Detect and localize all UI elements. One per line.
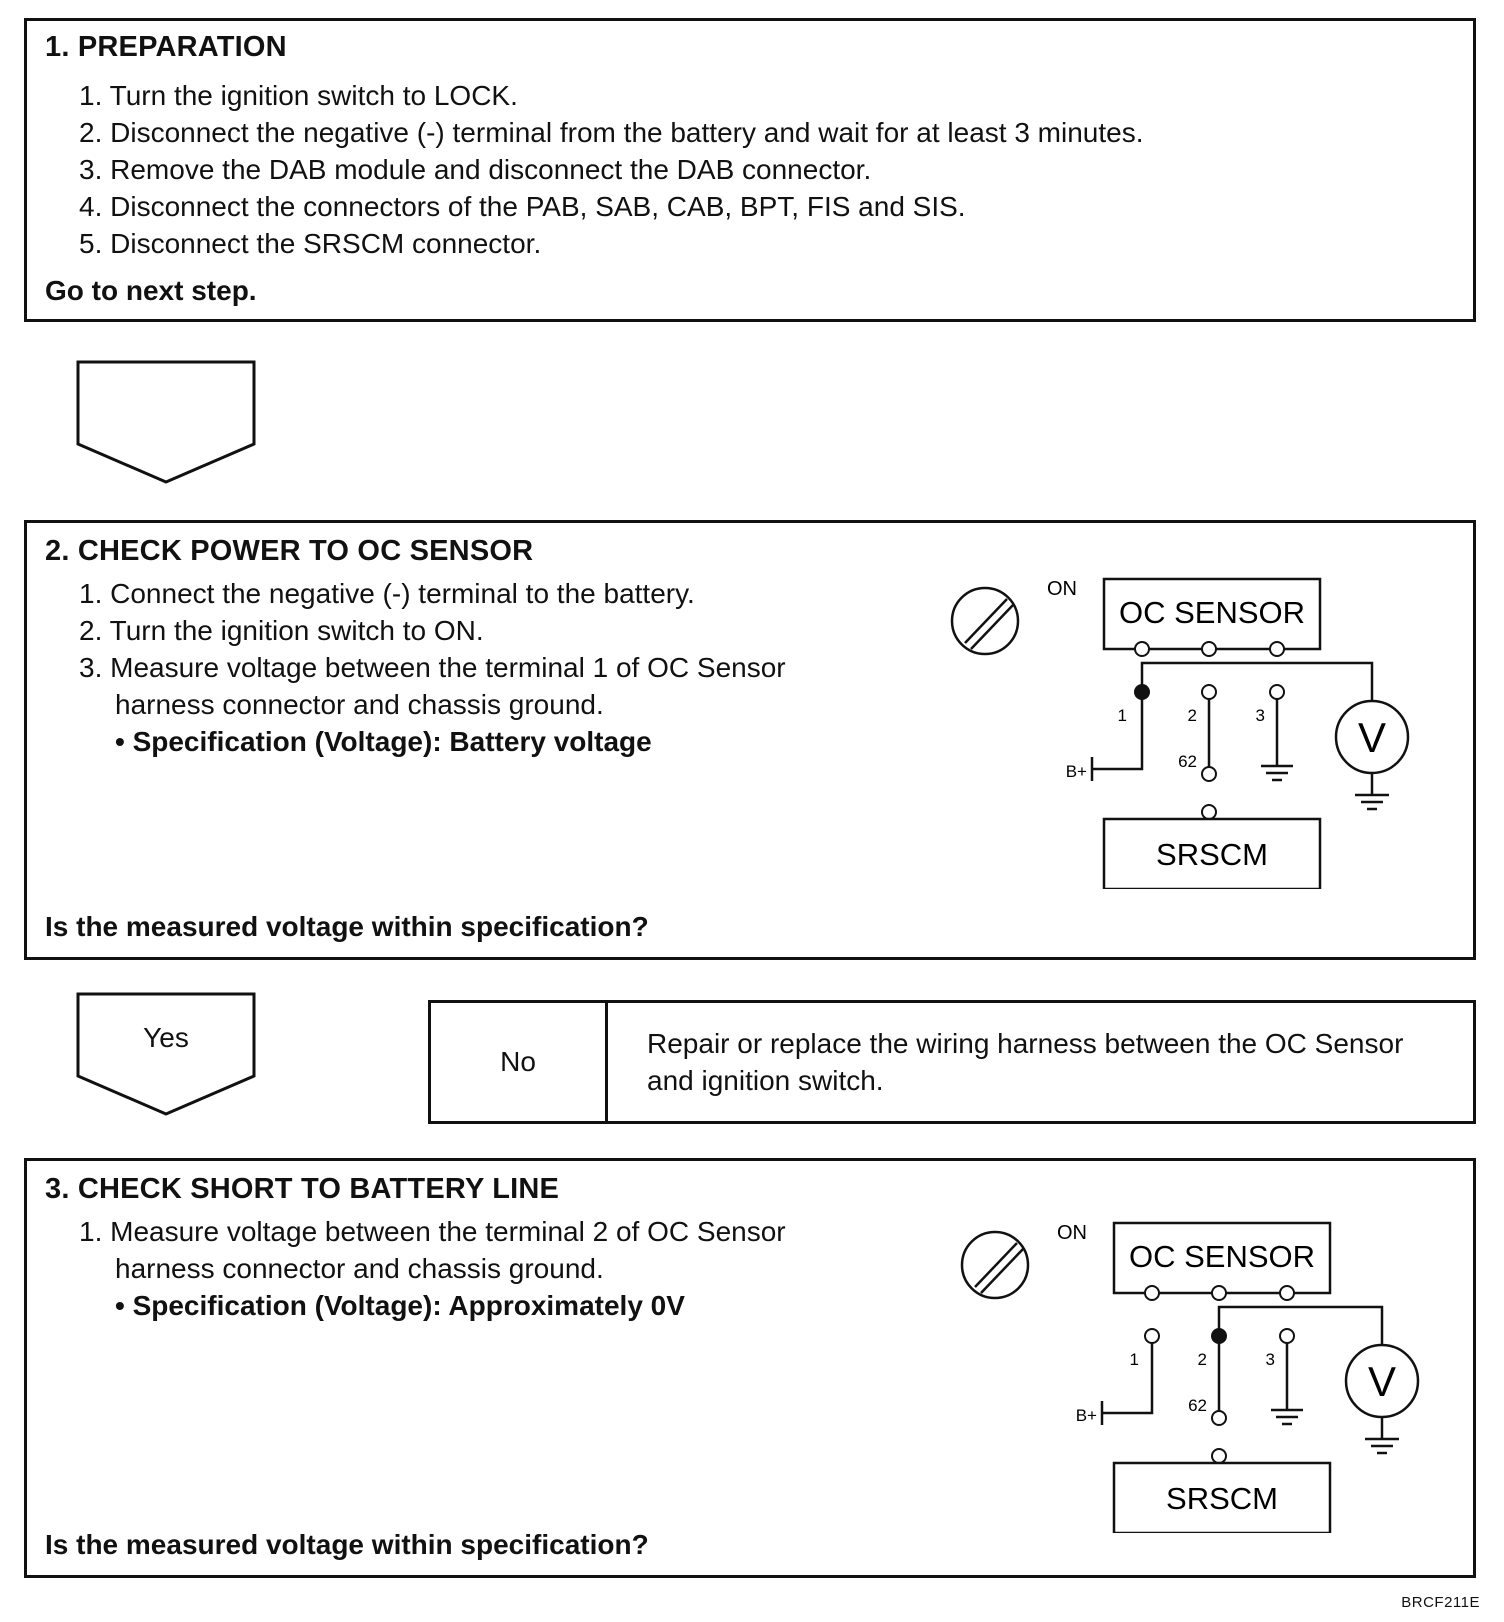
ground-icon (1271, 1410, 1303, 1424)
srscm-label: SRSCM (1166, 1481, 1278, 1516)
document-code: BRCF211E (1401, 1594, 1480, 1611)
step-2-item: 1. Connect the negative (-) terminal to the battery. (79, 578, 695, 609)
pin-3-label: 3 (1265, 1350, 1275, 1369)
step-1-list (79, 77, 1144, 262)
oc-sensor-label: OC SENSOR (1118, 595, 1306, 630)
step-2-footer: Is the measured voltage within specification? (45, 911, 649, 942)
step-2-list (79, 575, 786, 760)
step-1-item: 4. Disconnect the connectors of the PAB, SAB, CAB, BPT, FIS and SIS. (79, 191, 966, 222)
step-2-box (24, 520, 1476, 960)
switch-on-label: ON (1047, 578, 1077, 600)
no-branch-box (428, 1000, 1476, 1124)
switch-on-label: ON (1057, 1222, 1087, 1244)
no-branch-instruction: Repair or replace the wiring harness between the OC Sensor and ignition switch. (647, 1028, 1404, 1096)
pin-62-label: 62 (1178, 752, 1197, 771)
step-2-item: 3. Measure voltage between the terminal 1 of OC Sensor (79, 652, 786, 683)
pin-3-label: 3 (1255, 706, 1265, 725)
battery-label: B+ (1065, 762, 1087, 781)
ignition-switch-icon (952, 588, 1018, 654)
voltmeter-label: V (1367, 1358, 1397, 1405)
step-3-list (79, 1213, 786, 1324)
step-3-footer: Is the measured voltage within specification? (45, 1529, 649, 1560)
pin-62-label: 62 (1188, 1396, 1207, 1415)
step-3-box (24, 1158, 1476, 1578)
srscm-label: SRSCM (1156, 837, 1268, 872)
step-1-item: 2. Disconnect the negative (-) terminal from the battery and wait for at least 3 minutes. (79, 117, 1144, 148)
oc-sensor-label: OC SENSOR (1128, 1239, 1316, 1274)
step-2-title: 2. CHECK POWER TO OC SENSOR (45, 535, 534, 567)
no-label: No (431, 1003, 608, 1121)
ground-icon (1261, 766, 1293, 780)
pin-2-label: 2 (1187, 706, 1197, 725)
step-2-item: 2. Turn the ignition switch to ON. (79, 615, 484, 646)
pin-1-label: 1 (1117, 706, 1127, 725)
pin-2-label: 2 (1197, 1350, 1207, 1369)
next-step-arrow (76, 360, 256, 484)
yes-label: Yes (143, 1022, 189, 1053)
step-1-box (24, 18, 1476, 322)
step-1-item: 5. Disconnect the SRSCM connector. (79, 228, 542, 259)
yes-branch-arrow (76, 992, 256, 1116)
voltmeter-label: V (1357, 714, 1387, 761)
step-2-wiring-diagram (947, 559, 1417, 889)
step-1-footer: Go to next step. (45, 275, 257, 306)
step-3-specification: • Specification (Voltage): Approximately 0V (115, 1290, 685, 1321)
step-3-item: 1. Measure voltage between the terminal 2 of OC Sensor (79, 1216, 786, 1247)
step-2-item: harness connector and chassis ground. (115, 689, 604, 720)
step-1-title: 1. PREPARATION (45, 31, 287, 63)
step-1-item: 3. Remove the DAB module and disconnect the DAB connector. (79, 154, 872, 185)
ignition-switch-icon (962, 1232, 1028, 1298)
step-1-item: 1. Turn the ignition switch to LOCK. (79, 80, 518, 111)
step-3-item: harness connector and chassis ground. (115, 1253, 604, 1284)
step-3-wiring-diagram (957, 1203, 1427, 1533)
step-2-specification: • Specification (Voltage): Battery voltage (115, 726, 652, 757)
pin-1-label: 1 (1129, 1350, 1139, 1369)
step-3-title: 3. CHECK SHORT TO BATTERY LINE (45, 1173, 560, 1205)
battery-label: B+ (1075, 1406, 1097, 1425)
